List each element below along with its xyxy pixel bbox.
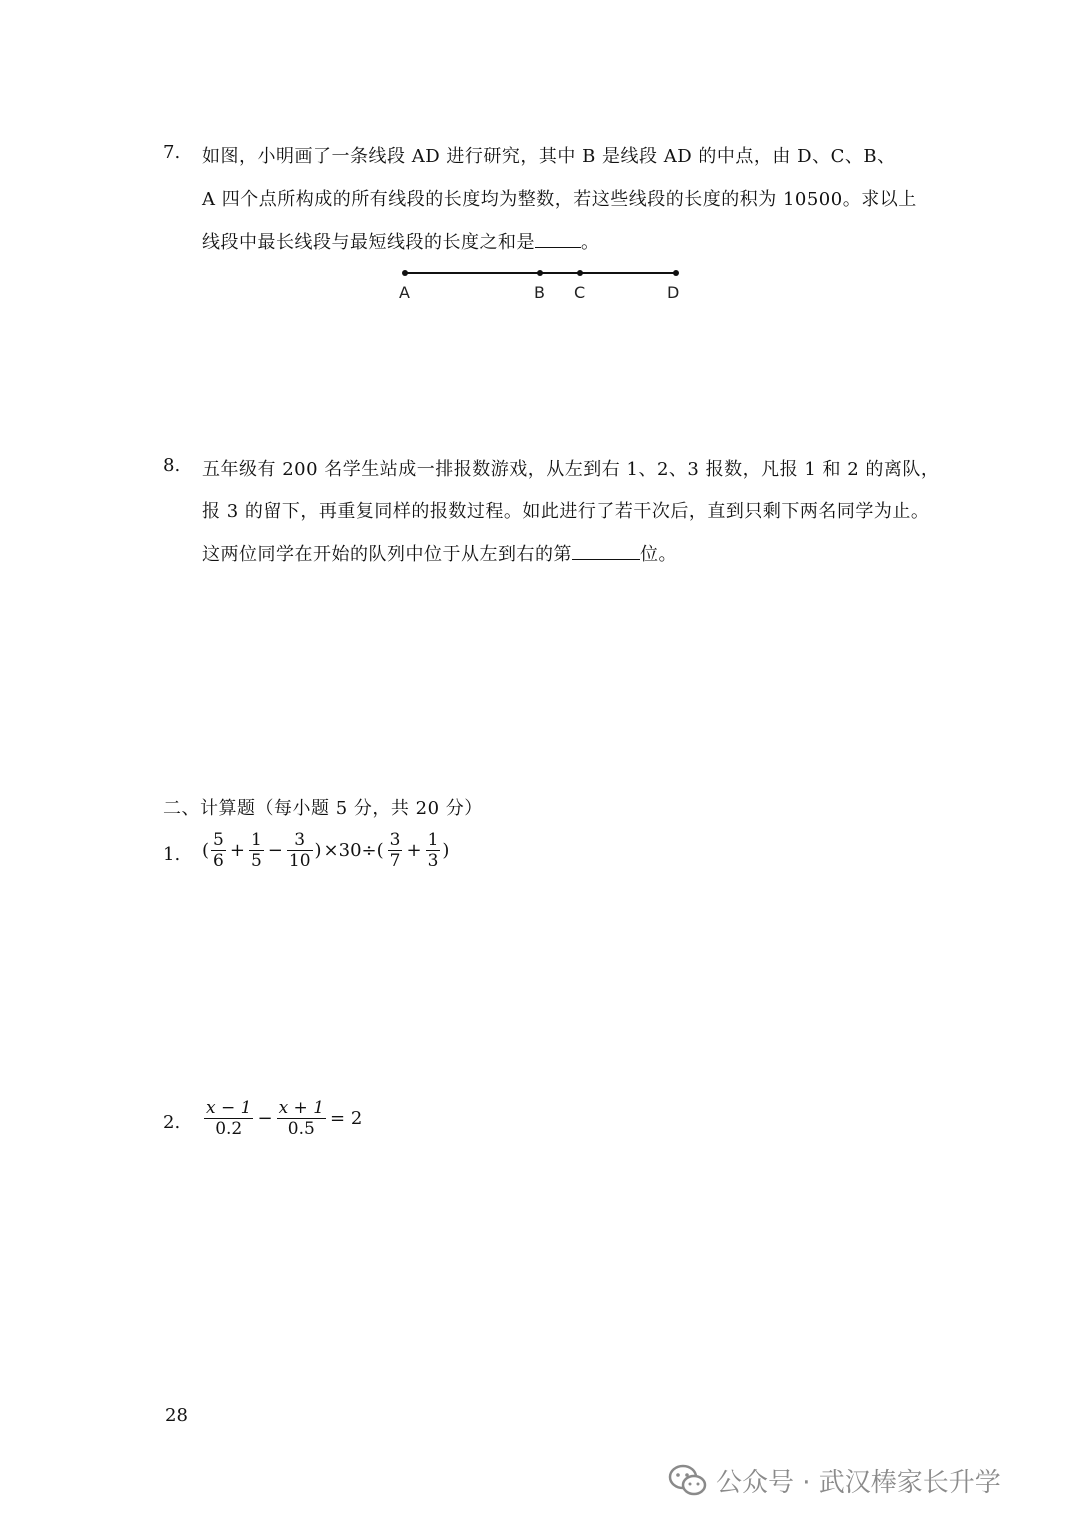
q8-line3-end: 位。 (640, 544, 677, 565)
frac3-den: 10 (288, 851, 311, 871)
section2-heading: 二、计算题（每小题 5 分，共 20 分） (163, 798, 483, 819)
label-a: A (399, 283, 410, 302)
calc1-frac4 (388, 830, 403, 871)
frac4-den: 7 (389, 851, 401, 871)
calc2-frac1-num: x − 1 (206, 1098, 252, 1118)
calc1-rparen: ) (314, 840, 322, 861)
q8-answer-blank (572, 543, 640, 560)
calc2-frac1-den: 0.2 (215, 1119, 243, 1139)
frac5-den: 3 (427, 851, 439, 871)
q8-line1: 五年级有 200 名学生站成一排报数游戏，从左到右 1、2、3 报数，凡报 1 和 2 的离队， (202, 459, 940, 480)
q7-answer-blank (535, 231, 581, 248)
point-b (537, 270, 543, 276)
calc2-frac2 (277, 1098, 326, 1139)
q7-line3-end: 。 (581, 232, 600, 253)
calc2-frac1 (204, 1098, 253, 1139)
calc1-lparen: ( (202, 840, 210, 861)
calc1-times: ×30÷( (323, 840, 384, 861)
label-d: D (667, 283, 680, 302)
calc1-frac5 (426, 830, 441, 871)
frac3-num: 3 (294, 830, 306, 850)
calc1-frac2 (249, 830, 264, 871)
calc2-equals: = 2 (330, 1108, 363, 1129)
frac2-den: 5 (250, 851, 262, 871)
frac1-num: 5 (213, 830, 224, 850)
calc2-frac2-num: x + 1 (278, 1098, 325, 1118)
q8-line3-text: 这两位同学在开始的队列中位于从左到右的第 (202, 544, 572, 565)
q7-line2: A 四个点所构成的所有线段的长度均为整数，若这些线段的长度的积为 10500。求以上 (202, 189, 917, 210)
q8-line2: 报 3 的留下，再重复同样的报数过程。如此进行了若干次后，直到只剩下两名同学为止。 (202, 501, 930, 522)
wechat-icon (668, 1463, 708, 1499)
point-d (673, 270, 679, 276)
watermark-text: 公众号 · 武汉棒家长升学 (716, 1468, 1001, 1498)
calc1-plus1: + (229, 840, 245, 861)
frac1-den: 6 (213, 851, 224, 871)
calc2-number: 2. (163, 1112, 181, 1133)
calc1-number: 1. (163, 844, 181, 865)
q7-line3 (202, 228, 600, 254)
calc1-minus1: − (267, 840, 283, 861)
q8-line3 (202, 540, 677, 566)
calc2-frac2-den: 0.5 (287, 1119, 315, 1139)
q7-line3-text: 线段中最长线段与最短线段的长度之和是 (202, 232, 535, 253)
calc2-minus: − (257, 1108, 273, 1129)
frac2-num: 1 (250, 830, 262, 850)
calc1-plus2: + (406, 840, 422, 861)
q7-line1: 如图，小明画了一条线段 AD 进行研究，其中 B 是线段 AD 的中点，由 D、C、B、 (202, 146, 896, 167)
watermark (668, 1462, 1001, 1499)
label-c: C (574, 283, 586, 302)
frac5-num: 1 (427, 830, 439, 850)
calc1-expression (202, 830, 449, 871)
q7-number: 7. (163, 142, 181, 163)
calc2-equation (202, 1098, 364, 1139)
label-b: B (534, 283, 545, 302)
calc1-frac3 (287, 830, 313, 871)
point-c (577, 270, 583, 276)
q8-number: 8. (163, 455, 181, 476)
frac4-num: 3 (389, 830, 401, 850)
page-number: 28 (165, 1405, 188, 1426)
calc1-close: ) (442, 840, 450, 861)
calc1-frac1 (211, 830, 226, 871)
point-a (402, 270, 408, 276)
